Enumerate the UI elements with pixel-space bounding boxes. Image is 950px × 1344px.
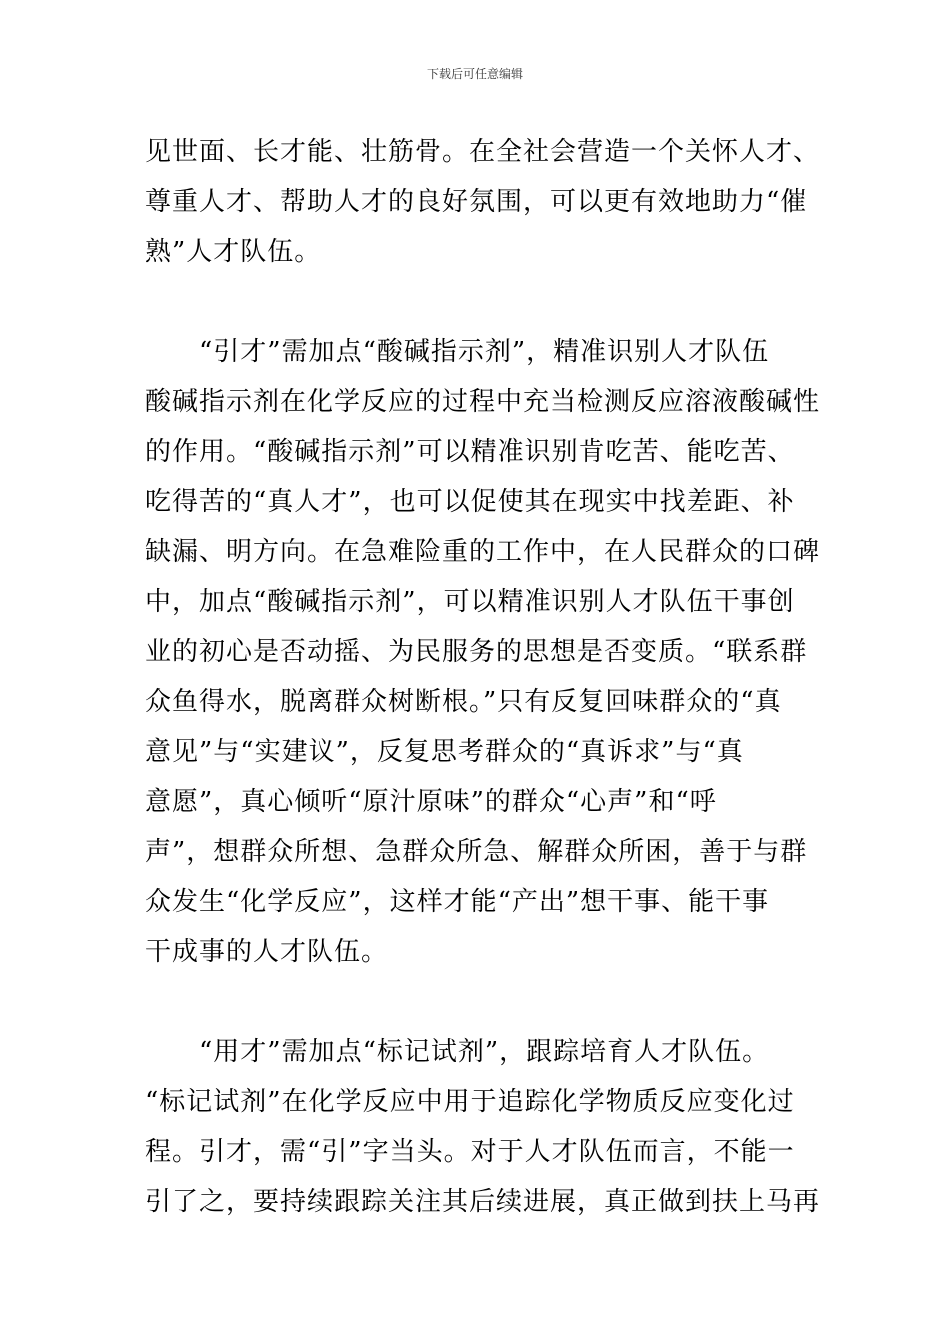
text-line: 程。引才，需“引”字当头。对于人才队伍而言，不能一 [145, 1137, 795, 1167]
text-line: 吃得苦的“真人才”，也可以促使其在现实中找差距、补 [145, 487, 795, 517]
text-line: 干成事的人才队伍。 [145, 937, 389, 967]
text-line: 熟”人才队伍。 [145, 237, 322, 267]
text-line: 意愿”，真心倾听“原汁原味”的群众“心声”和“呼 [145, 787, 717, 817]
text-line: 缺漏、明方向。在急难险重的工作中，在人民群众的口碑 [145, 537, 821, 567]
text-line: 酸碱指示剂在化学反应的过程中充当检测反应溶液酸碱性 [145, 387, 821, 417]
text-line: “标记试剂”在化学反应中用于追踪化学物质反应变化过 [145, 1087, 795, 1117]
text-line: 的作用。“酸碱指示剂”可以精准识别肯吃苦、能吃苦、 [145, 437, 795, 467]
text-line: 业的初心是否动摇、为民服务的思想是否变质。“联系群 [145, 637, 808, 667]
text-line: 尊重人才、帮助人才的良好氛围，可以更有效地助力“催 [145, 187, 808, 217]
text-line: 众鱼得水，脱离群众树断根。”只有反复回味群众的“真 [145, 687, 782, 717]
text-line: 引了之，要持续跟踪关注其后续进展，真正做到扶上马再 [145, 1187, 821, 1217]
header-note: 下载后可任意编辑 [426, 67, 523, 81]
text-line: 见世面、长才能、壮筋骨。在全社会营造一个关怀人才、 [145, 137, 821, 167]
text-line: 中，加点“酸碱指示剂”，可以精准识别人才队伍干事创 [145, 587, 795, 617]
paragraph-gap [145, 977, 815, 1027]
document-body [145, 127, 821, 1227]
paragraph-gap [145, 277, 815, 327]
text-line: “用才”需加点“标记试剂”，跟踪培育人才队伍。 [145, 1037, 770, 1067]
text-line: “引才”需加点“酸碱指示剂”，精准识别人才队伍 [145, 337, 770, 367]
text-line: 意见”与“实建议”，反复思考群众的“真诉求”与“真 [145, 737, 744, 767]
text-line: 声”，想群众所想、急群众所急、解群众所困，善于与群 [145, 837, 808, 867]
text-line: 众发生“化学反应”，这样才能“产出”想干事、能干事 [145, 887, 770, 917]
